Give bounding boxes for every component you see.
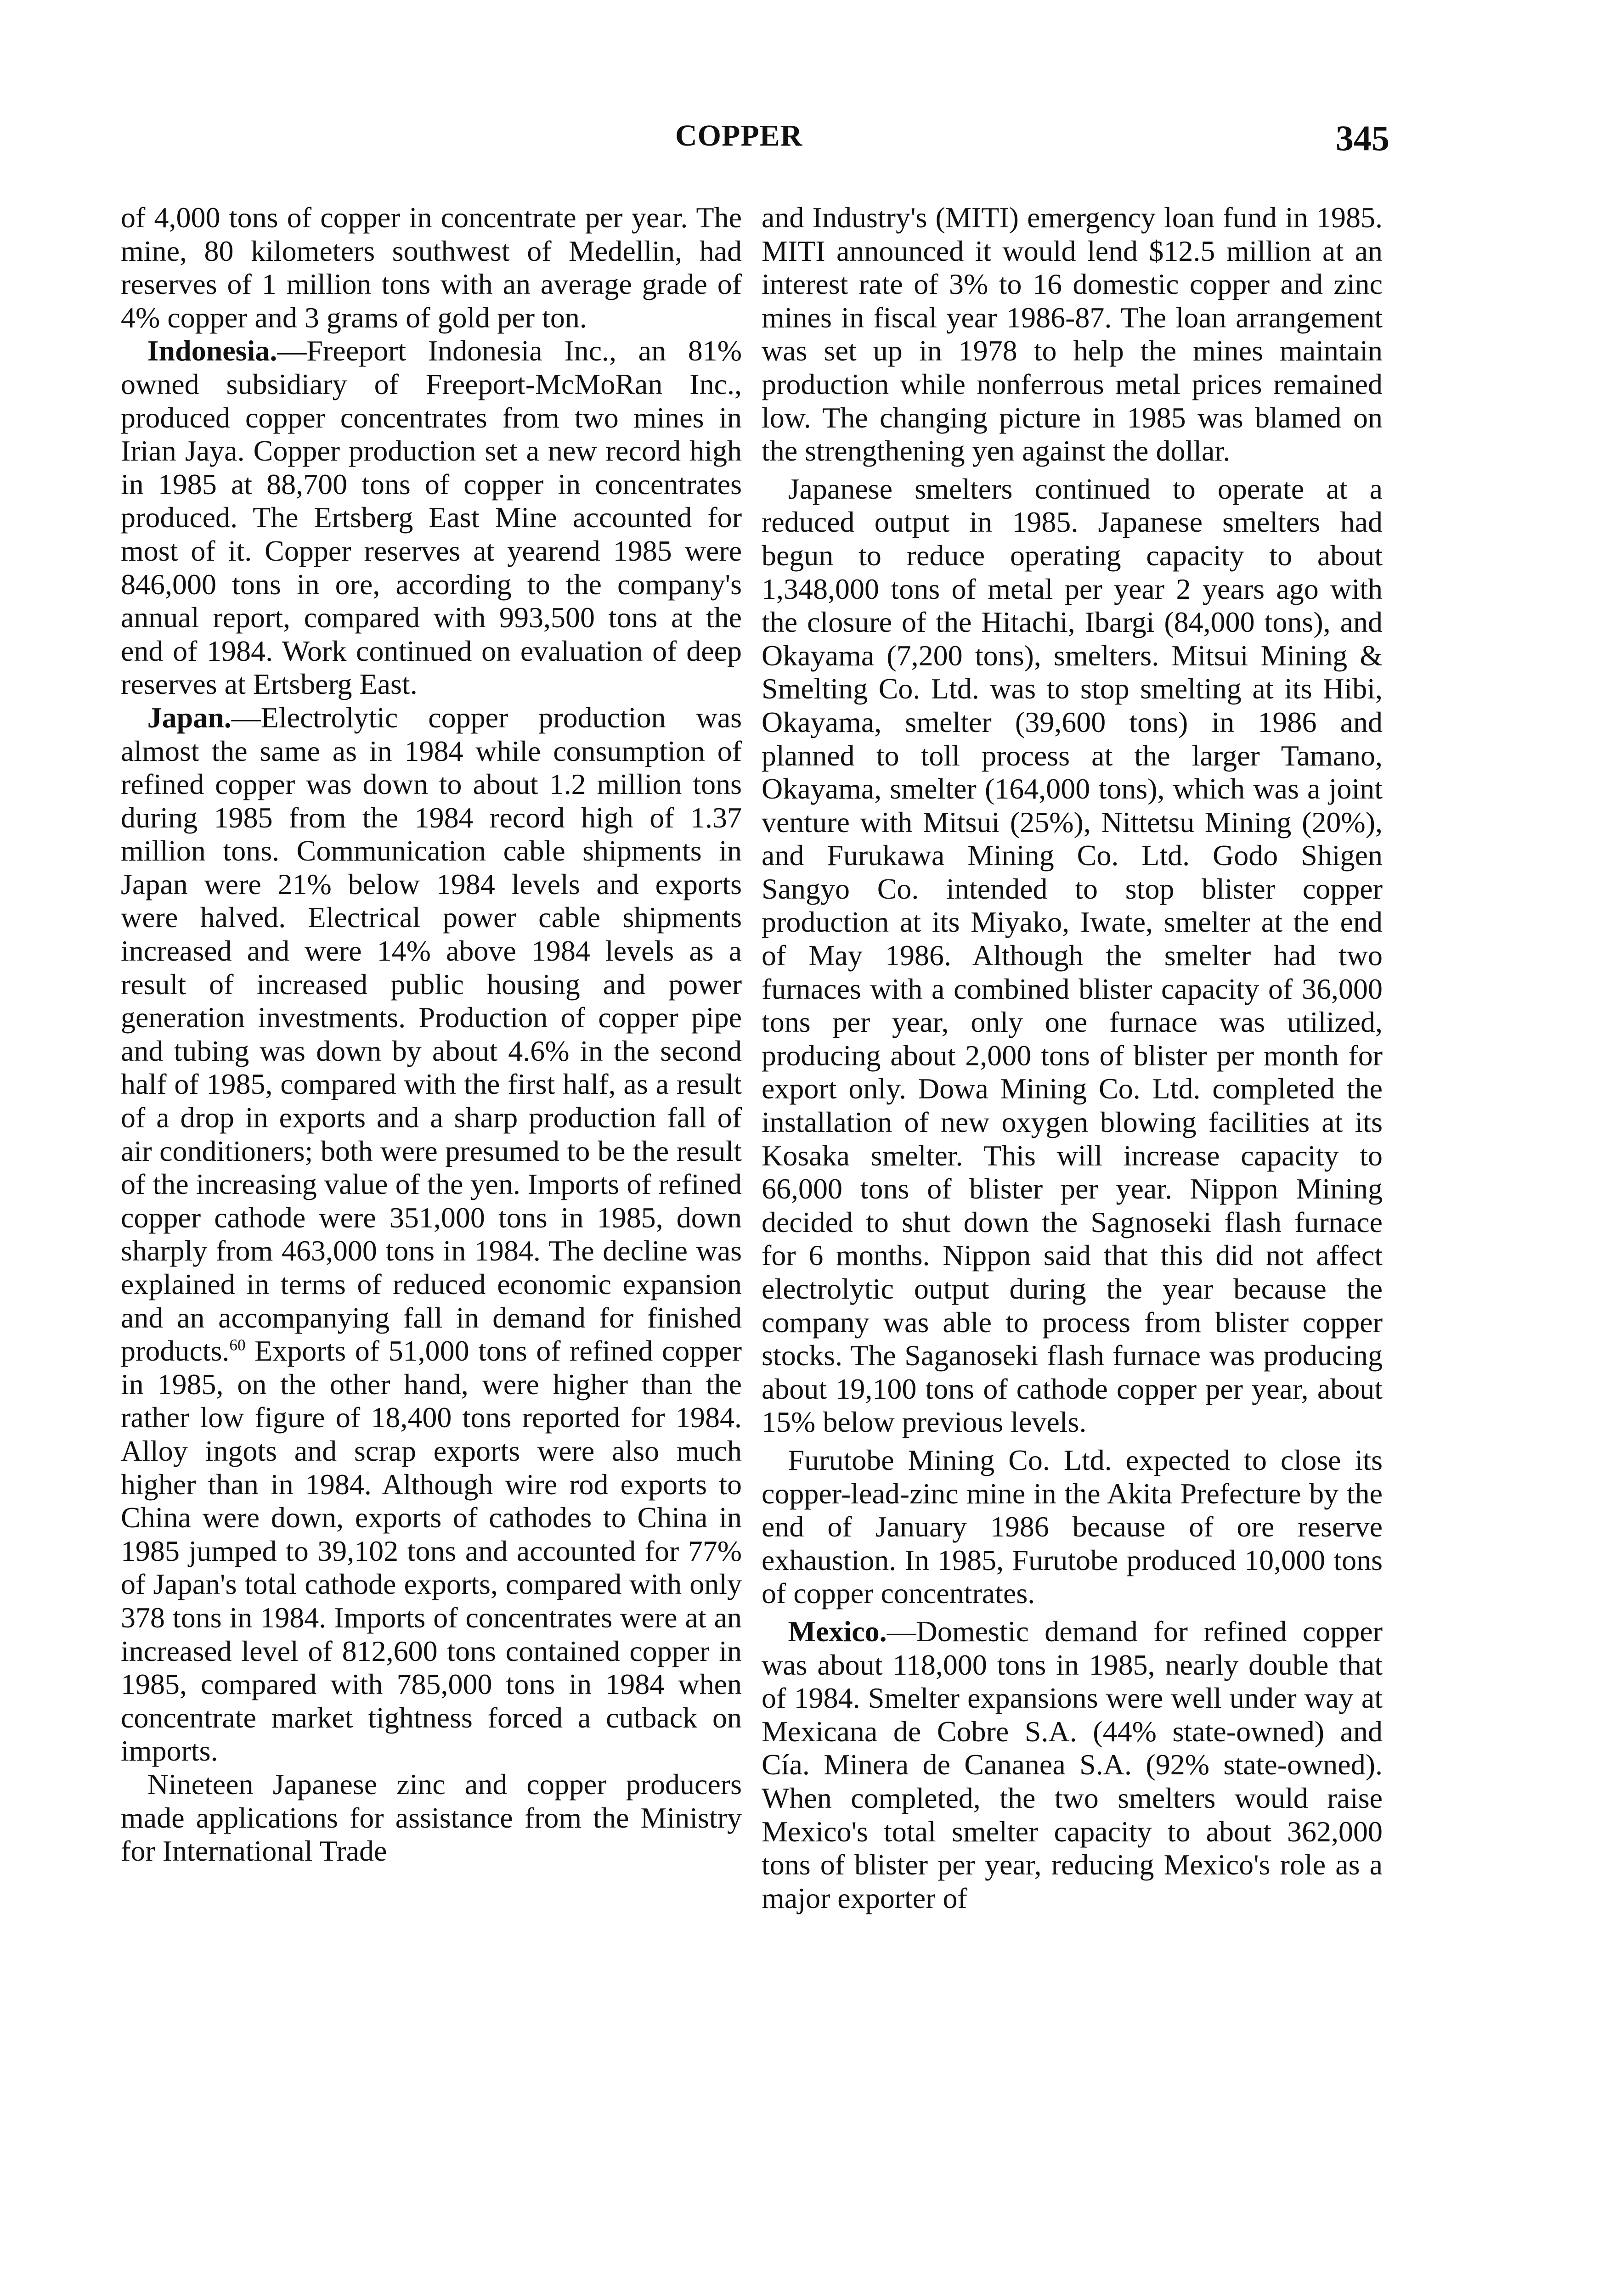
paragraph-japan-assistance: Nineteen Japanese zinc and copper producers made applications for assistance from the Ministry for International Trade [121,1767,742,1868]
paragraph-japan-text-a: —Electrolytic copper production was almost the same as in 1984 while consumption of refined copper was down to about 1.2 million tons during 1985 from the 1984 record high of 1.37 million tons. Communication cable shipments in Japan were 21% below 1984 levels and exports were halved. Electrical power cable shipments increased and were 14% above 1984 levels as a result of increased public housing and power generation investments. Production of copper pipe and tubing was down by about 4.6% in the second half of 1985, compared with the first half, as a result of a drop in exports and a sharp production fall of air conditioners; both were presumed to be the result of the increasing value of the yen. Imports of refined copper cathode were 351,000 tons in 1985, down sharply from 463,000 tons in 1984. The decline was explained in terms of reduced economic expansion and an accompanying fall in demand for finished products. [121,701,742,1367]
paragraph-japan-text-b: Exports of 51,000 tons of refined copper in 1985, on the other hand, were higher than the rather low figure of 18,400 tons reported for 1984. Alloy ingots and scrap exports were also much higher than in 1984. Although wire rod exports to China were down, exports of cathodes to China in 1985 jumped to 39,102 tons and accounted for 77% of Japan's total cathode exports, compared with only 378 tons in 1984. Imports of concentrates were at an increased level of 812,600 tons contained copper in 1985, compared with 785,000 tons in 1984 when concentrate market tightness forced a cutback on imports. [121,1334,742,1767]
right-column [762,201,1383,1915]
page-number: 345 [1336,118,1389,158]
paragraph-japan [121,701,742,1768]
paragraph-indonesia [121,334,742,701]
section-heading-japan: Japan. [147,701,232,734]
paragraph-miti-loan: and Industry's (MITI) emergency loan fund in 1985. MITI announced it would lend $12.5 million at an interest rate of 3% to 16 domestic copper and zinc mines in fiscal year 1986-87. The loan arrangement was set up in 1978 to help the mines maintain production while nonferrous metal prices remained low. The changing picture in 1985 was blamed on the strengthening yen against the dollar. [762,201,1383,467]
paragraph-indonesia-text: —Freeport Indonesia Inc., an 81% owned subsidiary of Freeport-McMoRan Inc., produced copper concentrates from two mines in Irian Jaya. Copper production set a new record high in 1985 at 88,700 tons of copper in concentrates produced. The Ertsberg East Mine accounted for most of it. Copper reserves at yearend 1985 were 846,000 tons in ore, according to the company's annual report, compared with 993,500 tons at the end of 1984. Work continued on evaluation of deep reserves at Ertsberg East. [121,334,742,701]
running-title: COPPER [675,119,803,152]
left-column [121,201,742,1868]
paragraph-colombia-continued: of 4,000 tons of copper in concentrate per year. The mine, 80 kilometers southwest of Medellin, had reserves of 1 million tons with an average grade of 4% copper and 3 grams of gold per ton. [121,201,742,334]
paragraph-mexico [762,1615,1383,1915]
paragraph-furutobe: Furutobe Mining Co. Ltd. expected to close its copper-lead-zinc mine in the Akita Prefecture by the end of January 1986 because of ore reserve exhaustion. In 1985, Furutobe produced 10,000 tons of copper concentrates. [762,1443,1383,1610]
paragraph-mexico-text: —Domestic demand for refined copper was about 118,000 tons in 1985, nearly double that of 1984. Smelter expansions were well under way at Mexicana de Cobre S.A. (44% state-owned) and Cía. Minera de Cananea S.A. (92% state-owned). When completed, the two smelters would raise Mexico's total smelter capacity to about 362,000 tons of blister per year, reducing Mexico's role as a major exporter of [762,1615,1383,1914]
section-heading-mexico: Mexico. [788,1615,887,1648]
footnote-marker: 60 [229,1336,246,1354]
section-heading-indonesia: Indonesia. [147,334,277,367]
paragraph-japanese-smelters: Japanese smelters continued to operate at a reduced output in 1985. Japanese smelters had begun to reduce operating capacity to about 1,348,000 tons of metal per year 2 years ago with the closure of the Hitachi, Ibargi (84,000 tons), and Okayama (7,200 tons), smelters. Mitsui Mining & Smelting Co. Ltd. was to stop smelting at its Hibi, Okayama, smelter (39,600 tons) in 1986 and planned to toll process at the larger Tamano, Okayama, smelter (164,000 tons), which was a joint venture with Mitsui (25%), Nittetsu Mining (20%), and Furukawa Mining Co. Ltd. Godo Shigen Sangyo Co. intended to stop blister copper production at its Miyako, Iwate, smelter at the end of May 1986. Although the smelter had two furnaces with a combined blister capacity of 36,000 tons per year, only one furnace was utilized, producing about 2,000 tons of blister per month for export only. Dowa Mining Co. Ltd. completed the installation of new oxygen blowing facilities at its Kosaka smelter. This will increase capacity to 66,000 tons of blister per year. Nippon Mining decided to shut down the Sagnoseki flash furnace for 6 months. Nippon said that this did not affect electrolytic output during the year because the company was able to process from blister copper stocks. The Saganoseki flash furnace was producing about 19,100 tons of cathode copper per year, about 15% below previous levels. [762,472,1383,1439]
